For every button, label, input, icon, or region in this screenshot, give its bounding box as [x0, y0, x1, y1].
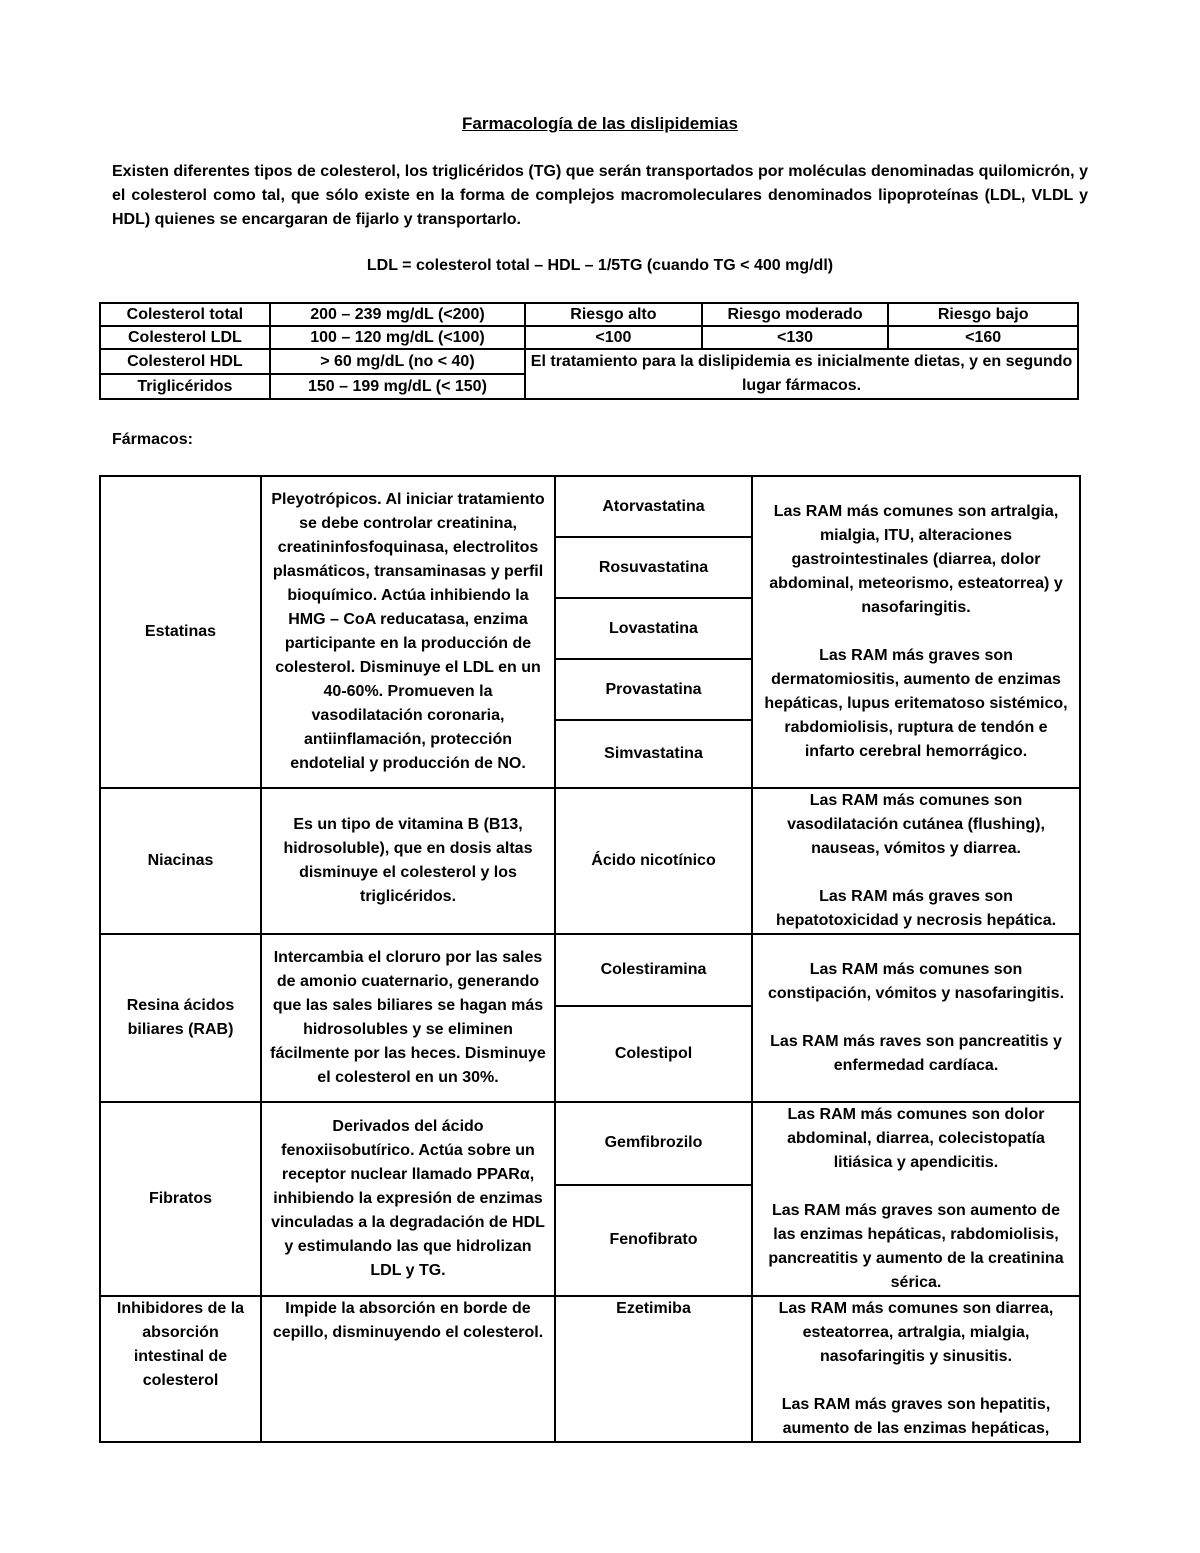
- table-row: [100, 1296, 1080, 1442]
- drug-description-cell: Derivados del ácido fenoxiisobutírico. Actúa sobre un receptor nuclear llamado PPARα, inhibiendo la expresión de enzimas vinculadas a la degradación de HDL y estimulando las que hidrolizan LDL y TG.: [261, 1102, 555, 1296]
- ram-severe-text: Las RAM más graves son hepatitis, aumento de las enzimas hepáticas,: [781, 1396, 1051, 1437]
- risk-header-cell: Riesgo moderado: [702, 303, 889, 326]
- ram-cell: [752, 788, 1080, 934]
- ram-common-text: Las RAM más comunes son diarrea, esteatorrea, artralgia, mialgia, nasofaringitis y sinusitis.: [778, 1300, 1054, 1365]
- ram-common-text: Las RAM más comunes son artralgia, mialgia, ITU, alteraciones gastrointestinales (diarrea, dolor abdominal, meteorismo, esteatorrea) y nasofaringitis.: [769, 503, 1063, 616]
- lipid-value-cell: 150 – 199 mg/dL (< 150): [270, 374, 525, 399]
- risk-header-cell: Riesgo alto: [525, 303, 702, 326]
- drug-name-cell: Fenofibrato: [555, 1185, 752, 1296]
- drug-group-cell: Niacinas: [100, 788, 261, 934]
- drug-name-cell: Gemfibrozilo: [555, 1102, 752, 1185]
- drug-name-cell: Provastatina: [555, 659, 752, 720]
- table-row: [100, 934, 1080, 1006]
- table-row: [100, 476, 1080, 537]
- table-row: [100, 788, 1080, 934]
- ram-common-text: Las RAM más comunes son constipación, vómitos y nasofaringitis.: [767, 961, 1065, 1002]
- drug-description-cell: Pleyotrópicos. Al iniciar tratamiento se debe controlar creatinina, creatininfosfoquinasa, electrolitos plasmáticos, transaminasas y perfil bioquímico. Actúa inhibiendo la HMG – CoA reducatasa, enzima participante en la producción de colesterol. Disminuye el LDL en un 40-60%. Promueven la vasodilatación coronaria, antiinflamación, protección endotelial y producción de NO.: [261, 476, 555, 788]
- table-row: [100, 349, 1078, 374]
- spacer: [761, 1369, 1071, 1393]
- drug-name-cell: Colestiramina: [555, 934, 752, 1006]
- ram-cell: [752, 1102, 1080, 1296]
- ram-cell: [752, 1296, 1080, 1442]
- drug-description-cell: Es un tipo de vitamina B (B13, hidrosoluble), que en dosis altas disminuye el colesterol y los triglicéridos.: [261, 788, 555, 934]
- table-row: [100, 326, 1078, 349]
- ram-common-text: Las RAM más comunes son vasodilatación cutánea (flushing), nauseas, vómitos y diarrea.: [787, 792, 1045, 857]
- ram-severe-text: Las RAM más graves son dermatomiositis, aumento de enzimas hepáticas, lupus eritematoso sistémico, rabdomiolisis, ruptura de tendón e infarto cerebral hemorrágico.: [764, 647, 1068, 760]
- spacer: [761, 620, 1071, 644]
- risk-value-cell: <100: [525, 326, 702, 349]
- risk-value-cell: <130: [702, 326, 889, 349]
- drug-table: [99, 475, 1081, 1443]
- lipid-name-cell: Colesterol LDL: [100, 326, 270, 349]
- drug-group-cell: Resina ácidos biliares (RAB): [100, 934, 261, 1102]
- lipid-value-cell: > 60 mg/dL (no < 40): [270, 349, 525, 374]
- lipid-reference-table: [99, 302, 1079, 400]
- table-row: [100, 1102, 1080, 1185]
- drug-name-cell: Lovastatina: [555, 598, 752, 659]
- drug-name-cell: Ezetimiba: [555, 1296, 752, 1442]
- drug-name-cell: Colestipol: [555, 1006, 752, 1102]
- lipid-name-cell: Colesterol HDL: [100, 349, 270, 374]
- ldl-formula: LDL = colesterol total – HDL – 1/5TG (cuando TG < 400 mg/dl): [366, 257, 834, 274]
- treatment-note-cell: El tratamiento para la dislipidemia es inicialmente dietas, y en segundo lugar fármacos.: [525, 349, 1078, 399]
- farmacos-heading: Fármacos:: [112, 431, 193, 448]
- ram-cell: [752, 934, 1080, 1102]
- ram-severe-text: Las RAM más graves son aumento de las enzimas hepáticas, rabdomiolisis, pancreatitis y aumento de la creatinina sérica.: [768, 1202, 1064, 1291]
- lipid-value-cell: 100 – 120 mg/dL (<100): [270, 326, 525, 349]
- drug-name-cell: Atorvastatina: [555, 476, 752, 537]
- page-title: Farmacología de las dislipidemias: [462, 114, 738, 133]
- risk-header-cell: Riesgo bajo: [888, 303, 1078, 326]
- intro-paragraph: Existen diferentes tipos de colesterol, los triglicéridos (TG) que serán transportados por moléculas denominadas quilomicrón, y el colesterol como tal, que sólo existe en la forma de complejos macromoleculares denominados lipoproteínas (LDL, VLDL y HDL) quienes se encargaran de fijarlo y transportarlo.: [112, 163, 1088, 228]
- lipid-name-cell: Colesterol total: [100, 303, 270, 326]
- table-row: [100, 303, 1078, 326]
- drug-name-cell: Rosuvastatina: [555, 537, 752, 598]
- spacer: [761, 1175, 1071, 1199]
- drug-group-cell: Estatinas: [100, 476, 261, 788]
- ram-severe-text: Las RAM más raves son pancreatitis y enfermedad cardíaca.: [770, 1033, 1062, 1074]
- spacer: [761, 861, 1071, 885]
- ram-cell: [752, 476, 1080, 788]
- drug-group-cell: Inhibidores de la absorción intestinal de colesterol: [100, 1296, 261, 1442]
- ram-severe-text: Las RAM más graves son hepatotoxicidad y necrosis hepática.: [775, 888, 1057, 929]
- drug-name-cell: Ácido nicotínico: [555, 788, 752, 934]
- drug-name-cell: Simvastatina: [555, 720, 752, 788]
- risk-value-cell: <160: [888, 326, 1078, 349]
- ram-common-text: Las RAM más comunes son dolor abdominal, diarrea, colecistopatía litiásica y apendicitis.: [787, 1106, 1045, 1171]
- drug-group-cell: Fibratos: [100, 1102, 261, 1296]
- drug-description-cell: Intercambia el cloruro por las sales de amonio cuaternario, generando que las sales biliares se hagan más hidrosolubles y se eliminen fácilmente por las heces. Disminuye el colesterol en un 30%.: [261, 934, 555, 1102]
- lipid-value-cell: 200 – 239 mg/dL (<200): [270, 303, 525, 326]
- spacer: [761, 1006, 1071, 1030]
- drug-description-cell: Impide la absorción en borde de cepillo, disminuyendo el colesterol.: [261, 1296, 555, 1442]
- lipid-name-cell: Triglicéridos: [100, 374, 270, 399]
